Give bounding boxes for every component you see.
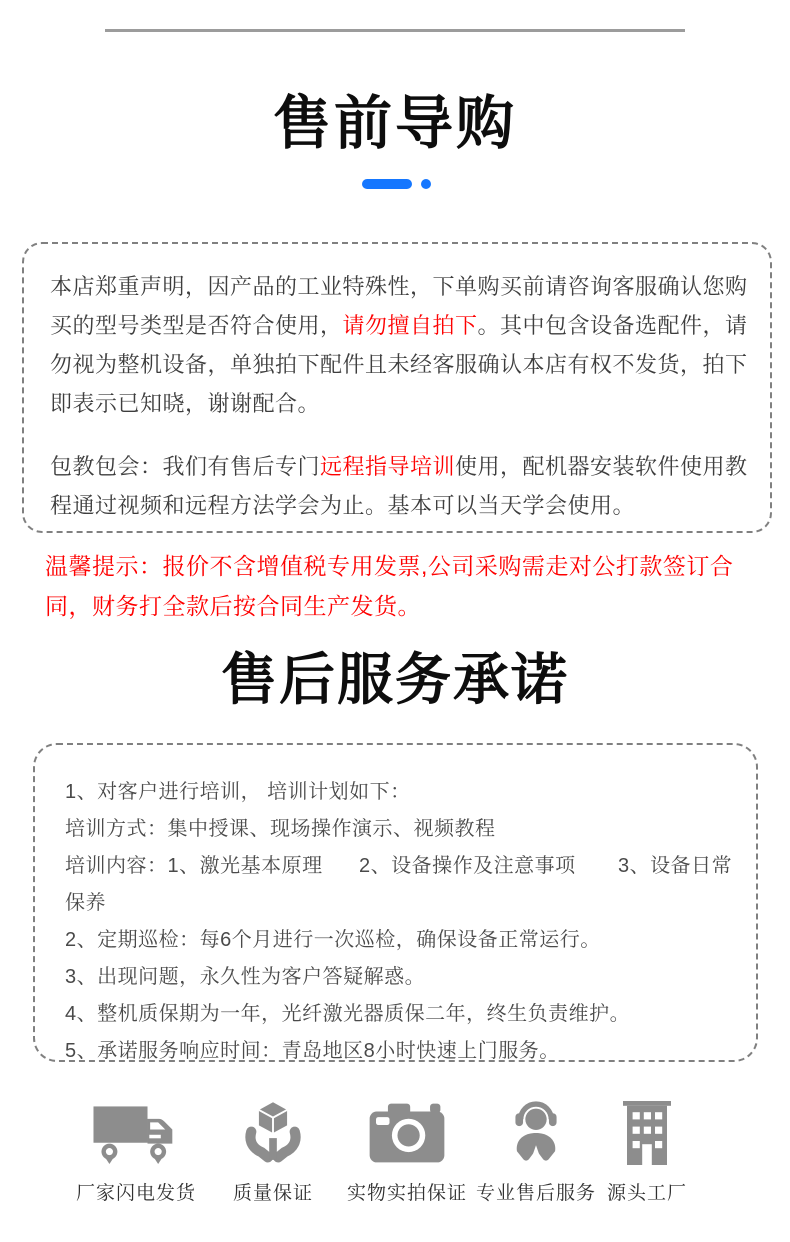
underline-pill [362, 179, 412, 189]
underline-dot [421, 179, 431, 189]
badge-label: 质量保证 [232, 1183, 313, 1204]
training-text-after: 使用，配机器安装软件使用教程通过视频和远程方法学会为止。基本可以当天学会使用。 [50, 454, 748, 518]
warm-tip-warning: 温馨提示：报价不含增值税专用发票,公司采购需走对公打款签订合同，财务打全款后按合同生产发货。 [45, 553, 734, 619]
camera-icon [332, 1100, 482, 1166]
badge-label: 源头工厂 [606, 1183, 687, 1204]
notice-paragraph-declaration [50, 267, 748, 423]
badge-fast-shipping [61, 1100, 211, 1205]
badge-quality [198, 1100, 348, 1205]
training-text-before: 包教包会：我们有售后专门 [50, 454, 321, 479]
aftersale-service-box [33, 743, 758, 1062]
top-divider [105, 29, 685, 32]
notice-red-highlight: 请勿擅自拍下 [342, 313, 478, 338]
service-line: 5、承诺服务响应时间：青岛地区8小时快速上门服务。 [65, 1040, 560, 1062]
presale-notice-box [22, 242, 772, 533]
training-red-highlight: 远程指导培训 [320, 454, 456, 479]
badge-real-photo [332, 1100, 482, 1205]
badge-label: 实物实拍保证 [346, 1183, 467, 1204]
badge-label: 厂家闪电发货 [75, 1183, 196, 1204]
service-line: 4、整机质保期为一年，光纤激光器质保二年，终生负责维护。 [65, 1003, 631, 1025]
service-line: 培训内容：1、激光基本原理 2、设备操作及注意事项 3、设备日常保养 [65, 855, 733, 914]
quality-icon [198, 1100, 348, 1166]
notice-paragraph-training [50, 447, 748, 525]
truck-icon [61, 1100, 211, 1166]
title-underline [362, 179, 431, 189]
factory-icon [572, 1100, 722, 1166]
notice-text-after: 。其中包含设备选配件，请勿视为整机设备，单独拍下配件且未经客服确认本店有权不发货，拍下即表示已知晓，谢谢配合。 [50, 313, 748, 416]
badge-label: 专业售后服务 [475, 1183, 596, 1204]
service-line: 2、定期巡检：每6个月进行一次巡检，确保设备正常运行。 [65, 929, 601, 951]
service-line: 1、对客户进行培训， 培训计划如下： [65, 781, 411, 803]
service-line: 3、出现问题，永久性为客户答疑解惑。 [65, 966, 426, 988]
notice-text-before: 本店郑重声明，因产品的工业特殊性，下单购买前请咨询客服确认您购买的型号类型是否符合使用， [50, 274, 748, 338]
aftersale-title: 售后服务承诺 [221, 648, 569, 711]
presale-title: 售前导购 [272, 91, 517, 156]
service-line: 培训方式：集中授课、现场操作演示、视频教程 [65, 818, 496, 840]
badge-factory [572, 1100, 722, 1205]
